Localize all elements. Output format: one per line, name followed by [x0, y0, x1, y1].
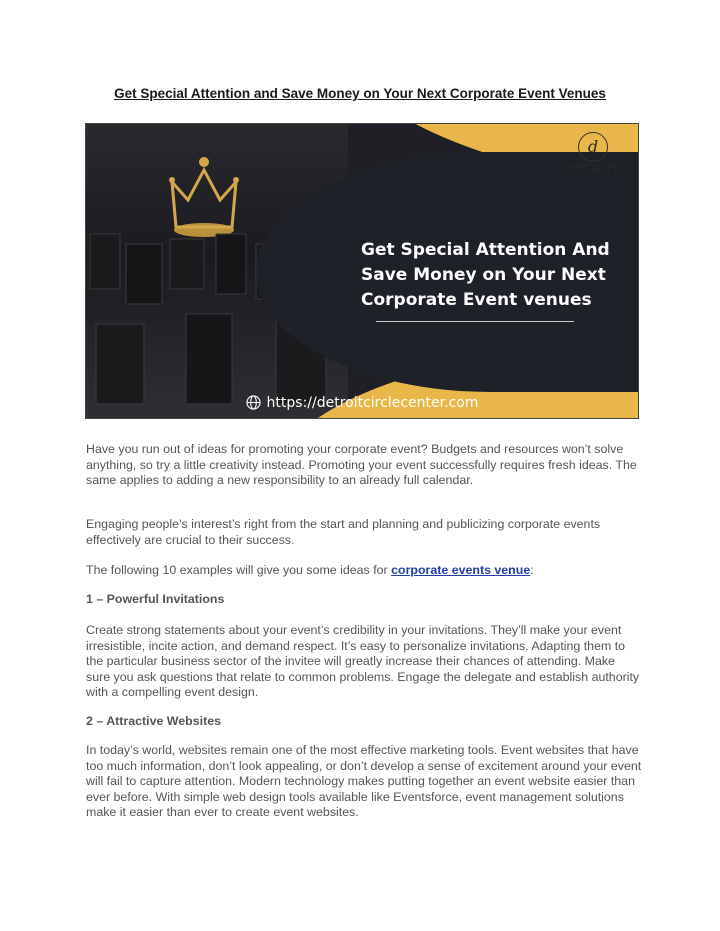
banner-url	[86, 395, 638, 411]
headline-line: Save Money on Your Next	[361, 265, 606, 285]
page-title: Get Special Attention and Save Money on Your Next Corporate Event Venues	[114, 86, 606, 101]
logo-subtitle: CIRCLE CENTER	[568, 174, 618, 179]
url-text: https://detroitcirclecenter.com	[266, 395, 479, 411]
headline-line: Corporate Event venues	[361, 290, 592, 310]
logo-mark-icon: d	[578, 132, 608, 162]
headline-line: Get Special Attention And	[361, 240, 610, 260]
logo	[558, 132, 628, 179]
section-heading: 2 – Attractive Websites	[86, 714, 221, 728]
paragraph: Have you run out of ideas for promoting your corporate event? Budgets and resources won’t solve anything, so try a little creativity instead. Promoting your event successfully requires fresh ideas. The same applies to adding a new responsibility to an already full calendar.	[86, 442, 637, 488]
paragraph-text: The following 10 examples will give you some ideas for	[86, 563, 392, 577]
paragraph: Engaging people’s interest’s right from the start and planning and publicizing corporate events effectively are crucial to their success.	[86, 517, 601, 547]
corporate-events-venue-link[interactable]: corporate events venue	[391, 563, 531, 577]
paragraph-text: :	[530, 563, 534, 577]
paragraph	[86, 563, 642, 579]
banner-image	[85, 123, 639, 419]
logo-name: DETROIT	[567, 164, 619, 174]
globe-icon	[246, 395, 261, 410]
paragraph: In today’s world, websites remain one of the most effective marketing tools. Event websites that have too much information, don’t look appealing, or don’t develop a sense of excitement around your event will fail to capture attention. Modern technology makes putting together an event website easier than ever before. With simple web design tools available like Eventsforce, event management solutions make it easier than ever to create event websites.	[86, 743, 642, 820]
banner-headline	[361, 238, 621, 313]
divider	[376, 321, 574, 322]
paragraph: Create strong statements about your event’s credibility in your invitations. They’ll make your event irresistible, incite action, and demand respect. It’s easy to personalize invitations. Adapting them to the particular business sector of the invitee will greatly increase their chances of attending. Make sure you ask questions that relate to common problems. Engage the delegate and establish authority with a compelling event design.	[86, 623, 640, 700]
section-heading: 1 – Powerful Invitations	[86, 592, 225, 606]
